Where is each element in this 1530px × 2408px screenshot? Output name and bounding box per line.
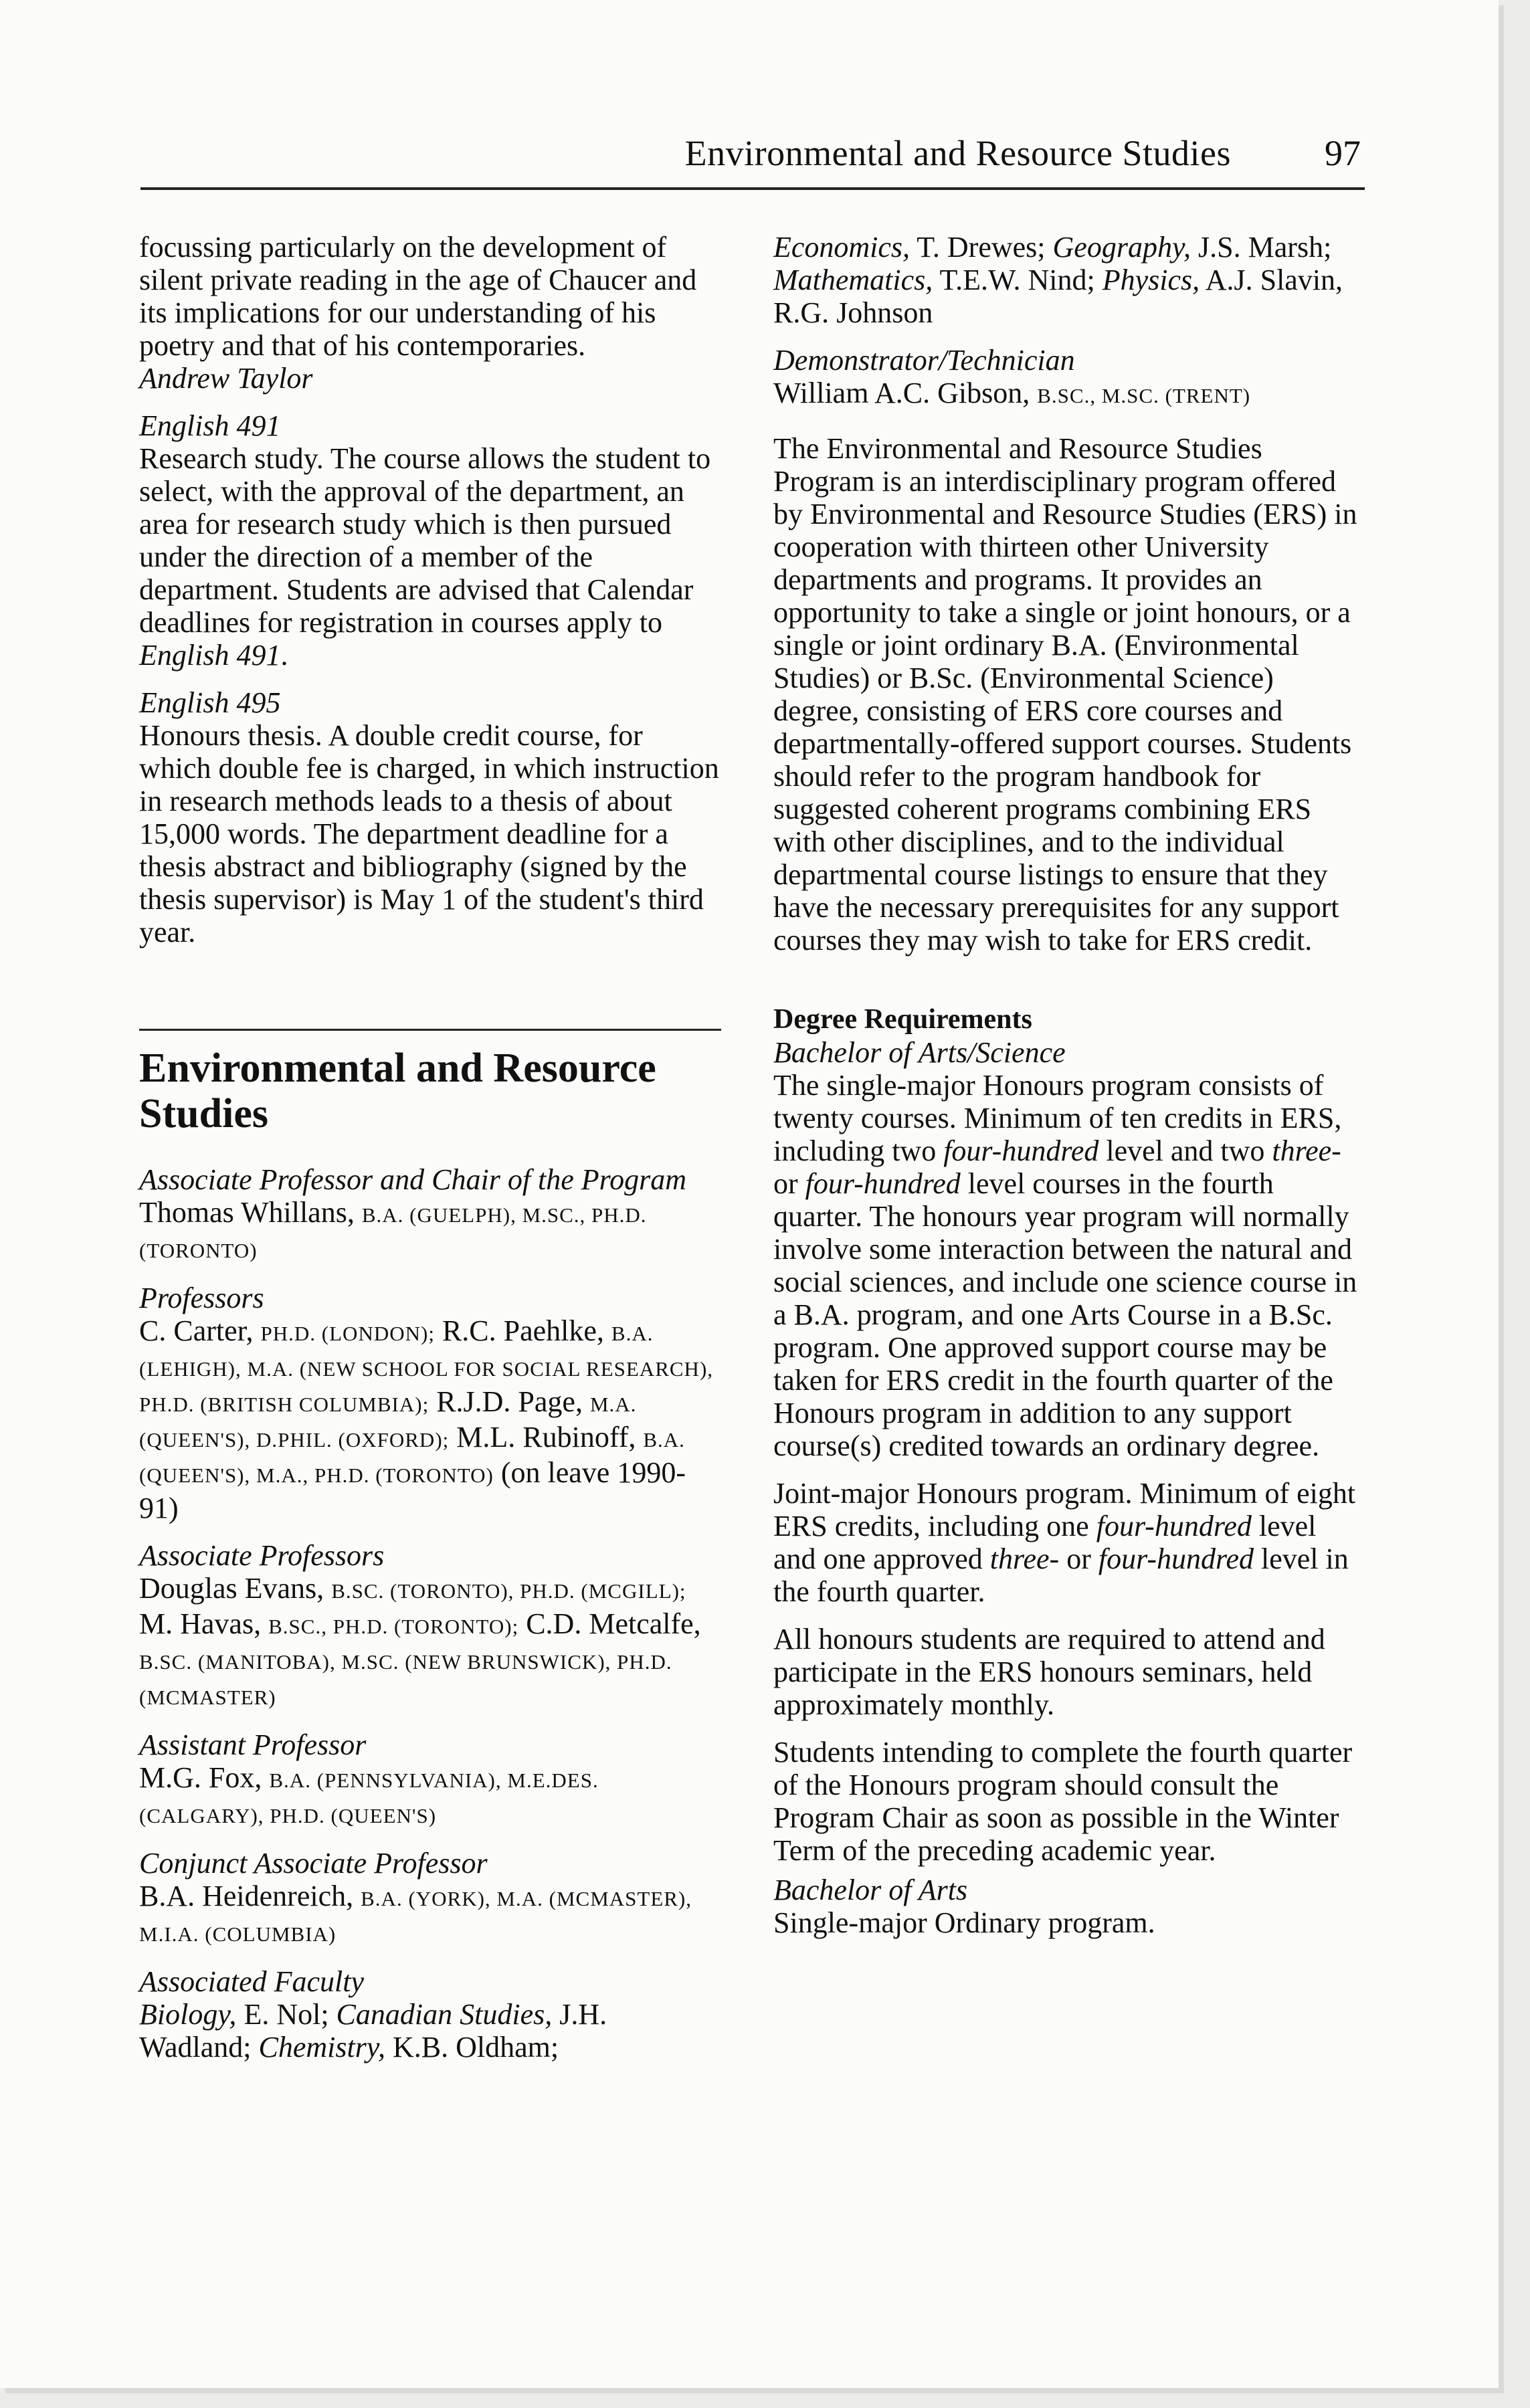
course-desc-english-491: Research study. The course allows the student to select, with the approval of the department, an area for research study which is then pursued under the direction of a member of the department. Students are advised that Calendar deadlines for registration in courses apply to English 491. xyxy=(139,442,711,672)
associated-faculty-continued: Economics, T. Drewes; Geography, J.S. Marsh; Mathematics, T.E.W. Nind; Physics, A.J. Slavin, R.G. Johnson xyxy=(773,231,1343,329)
course-title-english-491: English 491 xyxy=(139,409,281,442)
page-number: 97 xyxy=(1325,133,1361,173)
running-header xyxy=(140,126,1365,190)
ba-heading: Bachelor of Arts xyxy=(773,1874,968,1906)
faculty-entry-conjunct: Conjunct Associate Professor B.A. Heidenreich, B.A. (YORK), M.A. (MCMASTER), M.I.A. (COLUMBIA) xyxy=(139,1847,692,1946)
right-column xyxy=(773,231,1362,1939)
program-description: The Environmental and Resource Studies Program is an interdisciplinary program offered by Environmental and Resource Studies (ERS) in cooperation with thirteen other University departments and programs. It provides an opportunity to take a single or joint honours, or a single or joint ordinary B.A. (Environmental Studies) or B.Sc. (Environmental Science) degree, consisting of ERS core courses and departmentally-offered support courses. Students should refer to the program handbook for suggested coherent programs combining ERS with other disciplines, and to the individual departmental course listings to ensure that they have the necessary prerequisites for any support courses they may wish to take for ERS credit. xyxy=(773,432,1357,957)
faculty-entry-chair: Associate Professor and Chair of the Program Thomas Whillans, B.A. (GUELPH), M.SC., PH.D. (TORONTO) xyxy=(139,1163,687,1262)
faculty-entry-professors: Professors C. Carter, PH.D. (LONDON); R.C. Paehlke, B.A. (LEHIGH), M.A. (NEW SCHOOL FOR SOCIAL RESEARCH), PH.D. (BRITISH COLUMBIA); R.J.D. Page, M.A. (QUEEN'S), D.PHIL. (OXFORD); M.L. Rubinoff, B.A. (QUEEN'S), M.A., PH.D. (TORONTO) (on leave 1990-91) xyxy=(139,1282,714,1524)
bas-heading: Bachelor of Arts/Science xyxy=(773,1036,1066,1069)
continued-paragraph: focussing particularly on the development of silent private reading in the age of Chaucer and its implications for our understanding of his poetry and that of his contemporaries. Andrew Taylor xyxy=(139,231,697,395)
faculty-entry-demonstrator: Demonstrator/Technician William A.C. Gibson, B.SC., M.SC. (TRENT) xyxy=(773,344,1251,409)
section-heading: Environmental and Resource Studies xyxy=(139,1045,656,1136)
section-divider xyxy=(139,1029,721,1031)
left-column xyxy=(139,231,721,2064)
degree-requirements-heading: Degree Requirements xyxy=(773,1004,1032,1035)
joint-major-requirements: Joint-major Honours program. Minimum of eight ERS credits, including one four-hundred level and one approved three- or four-hundred level in the fourth quarter. xyxy=(773,1477,1356,1608)
ba-program: Single-major Ordinary program. xyxy=(773,1906,1155,1939)
faculty-entry-associate-professors: Associate Professors Douglas Evans, B.SC. (TORONTO), PH.D. (MCGILL); M. Havas, B.SC., PH.D. (TORONTO); C.D. Metcalfe, B.SC. (MANITOBA), M.SC. (NEW BRUNSWICK), PH.D. (MCMASTER) xyxy=(139,1539,701,1709)
honours-requirements: The single-major Honours program consists of twenty courses. Minimum of ten credits in ERS, including two four-hundred level and two three- or four-hundred level courses in the fourth quarter. The honours year program will normally involve some interaction between the natural and social sciences, and include one science course in a B.A. program, and one Arts Course in a B.Sc. program. One approved support course may be taken for ERS credit in the fourth quarter of the Honours program in addition to any support course(s) credited towards an ordinary degree. xyxy=(773,1069,1357,1462)
course-title-english-495: English 495 xyxy=(139,686,281,719)
seminars-paragraph: All honours students are required to attend and participate in the ERS honours seminars, held approximately monthly. xyxy=(773,1623,1325,1721)
running-title: Environmental and Resource Studies xyxy=(684,133,1231,173)
course-desc-english-495: Honours thesis. A double credit course, for which double fee is charged, in which instruction in research methods leads to a thesis of about 15,000 words. The department deadline for a thesis abstract and bibliography (signed by the thesis supervisor) is May 1 of the student's third year. xyxy=(139,719,719,948)
consult-paragraph: Students intending to complete the fourth quarter of the Honours program should consult the Program Chair as soon as possible in the Winter Term of the preceding academic year. xyxy=(773,1736,1353,1867)
faculty-entry-assistant-professor: Assistant Professor M.G. Fox, B.A. (PENNSYLVANIA), M.E.DES. (CALGARY), PH.D. (QUEEN'S) xyxy=(139,1728,599,1827)
author-name: Andrew Taylor xyxy=(139,362,313,395)
faculty-entry-associated: Associated Faculty Biology, E. Nol; Canadian Studies, J.H. Wadland; Chemistry, K.B. Oldham; xyxy=(139,1965,607,2064)
